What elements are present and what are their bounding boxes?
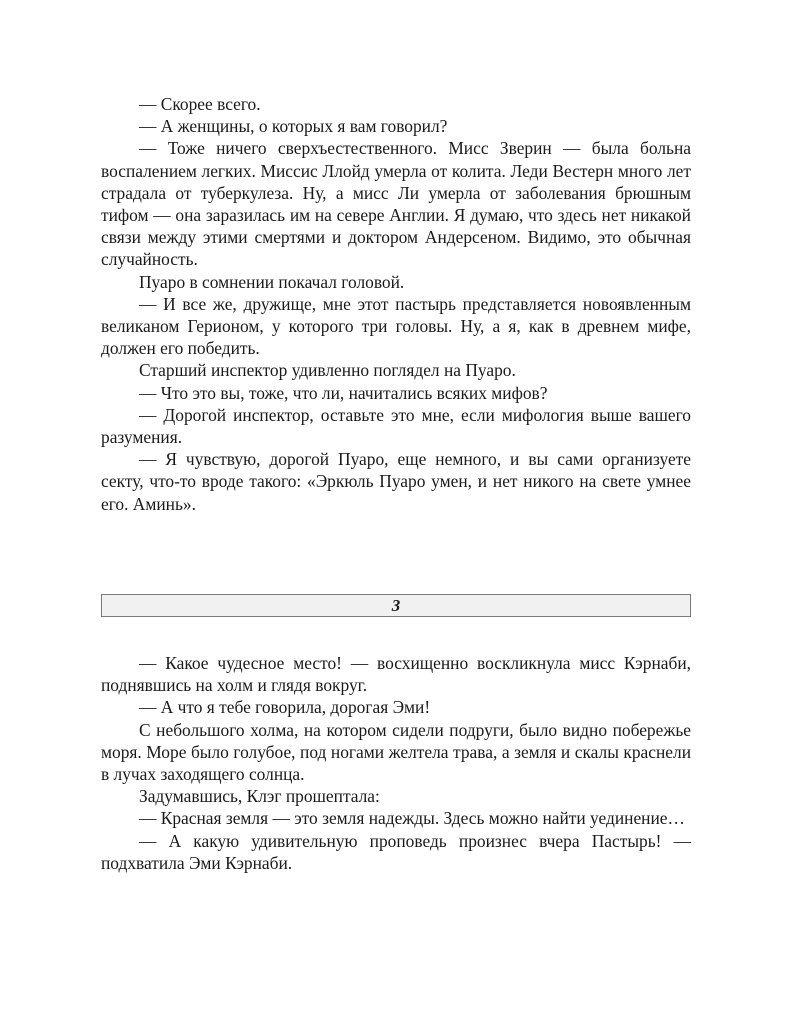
- paragraph: — Я чувствую, дорогой Пуаро, еще немного, и вы сами организуете секту, что-то вроде такого: «Эркюль Пуаро умен, и нет никого на свете умнее его. Аминь».: [101, 449, 691, 514]
- paragraph: — Скорее всего.: [139, 94, 261, 114]
- paragraph: — А какую удивительную проповедь произнес вчера Пастырь! — подхватила Эми Кэрнаби.: [101, 830, 691, 873]
- paragraph: — Тоже ничего сверхъестественного. Мисс Зверин — была больна воспалением легких. Миссис Ллойд умерла от колита. Леди Вестерн много лет страдала от туберкулеза. Ну, а мисс Ли умерла от заболевания брюшным тифом — она заразилась им на севере Англии. Я думаю, что здесь нет никакой связи между этими смертями и доктором Андерсеном. Видимо, это обычная случайность.: [101, 138, 691, 270]
- paragraph: — Что это вы, тоже, что ли, начитались всяких мифов?: [139, 382, 548, 403]
- paragraph: — И все же, дружище, мне этот пастырь представляется новоявленным великаном Герионом, у которого три головы. Ну, а я, как в древнем мифе, должен его победить.: [101, 293, 691, 359]
- chapter-heading: 3: [101, 594, 691, 617]
- paragraph: — Какое чудесное место! — восхищенно воскликнула мисс Кэрнаби, поднявшись на холм и глядя вокруг.: [101, 653, 691, 696]
- paragraph: Старший инспектор удивленно поглядел на Пуаро.: [139, 360, 516, 381]
- paragraph: — А что я тебе говорила, дорогая Эми!: [139, 697, 431, 718]
- paragraph: — Красная земля — это земля надежды. Здесь можно найти уединение…: [139, 808, 685, 829]
- paragraph: Задумавшись, Клэг прошептала:: [139, 786, 380, 807]
- paragraph: — А женщины, о которых я вам говорил?: [139, 116, 448, 137]
- paragraph: Пуаро в сомнении покачал головой.: [139, 271, 405, 292]
- paragraph: С небольшого холма, на котором сидели подруги, было видно побережье моря. Море было голубое, под ногами желтела трава, а земля и скалы краснели в лучах заходящего солнца.: [101, 719, 691, 785]
- paragraph: — Дорогой инспектор, оставьте это мне, если мифология выше вашего разумения.: [101, 404, 691, 448]
- text-block-before-chapter: [101, 93, 691, 515]
- text-block-after-chapter: [101, 652, 691, 874]
